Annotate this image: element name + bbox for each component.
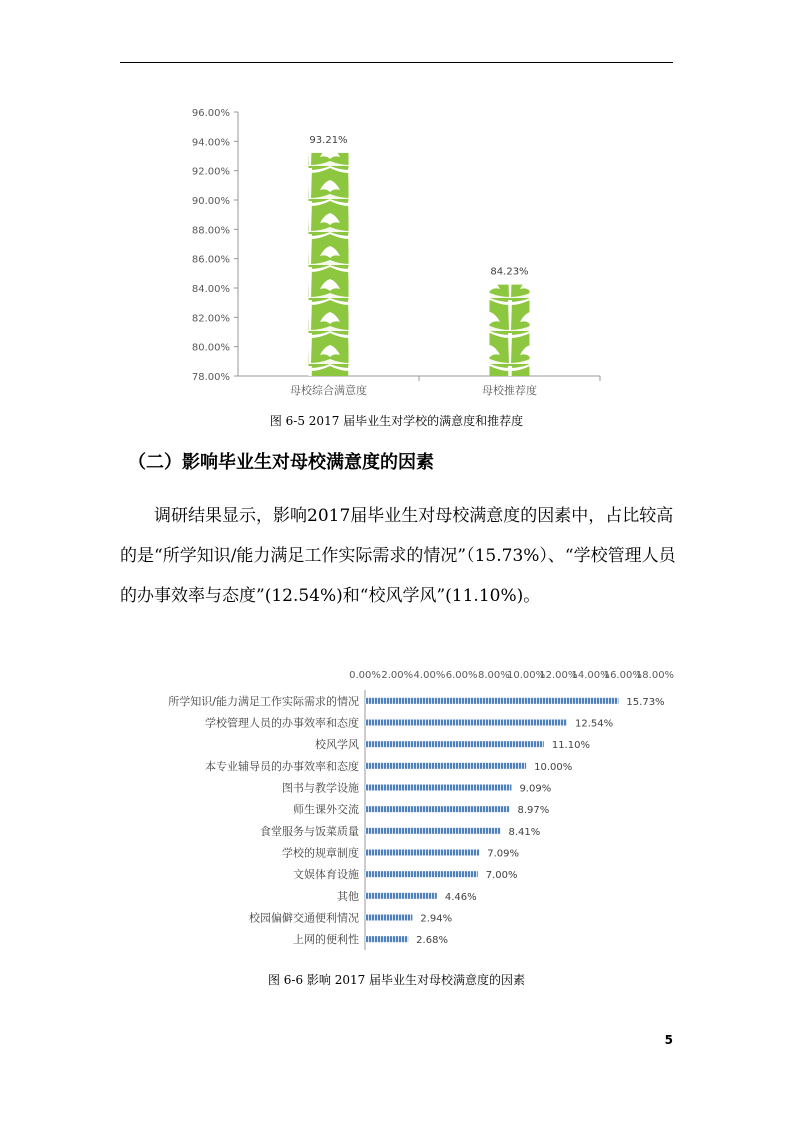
factors-bar-chart <box>120 665 680 955</box>
figure-caption-6-5: 图 6-5 2017 届毕业生对学校的满意度和推荐度 <box>269 414 524 428</box>
x-tick-label: 2.00% <box>381 670 414 681</box>
bar-data-label: 10.00% <box>534 761 573 773</box>
y-tick-label: 80.00% <box>191 342 230 354</box>
bar-data-label: 7.00% <box>485 870 518 882</box>
y-tick-label: 94.00% <box>191 137 230 149</box>
x-tick-label: 18.00% <box>635 670 675 681</box>
bar <box>365 741 544 747</box>
y-tick-label: 92.00% <box>191 166 230 178</box>
x-tick-label: 10.00% <box>507 670 546 681</box>
y-category-label: 食堂服务与饭菜质量 <box>260 824 359 838</box>
bar-data-label: 11.10% <box>551 740 590 752</box>
body-paragraph <box>120 496 680 616</box>
body-paragraph-text: 调研结果显示，影响2017届毕业生对母校满意度的因素中，占比较高的是“所学知识/能力满足工作实际需求的情况”（15.73%）、“学校管理人员的办事效率与态度”(12.54%)和“校风学风”(11.10%)。 <box>120 506 676 606</box>
bar <box>309 153 349 376</box>
bar-data-label: 15.73% <box>626 696 665 708</box>
y-tick-label: 86.00% <box>191 254 230 266</box>
bar-data-label: 2.94% <box>420 913 453 925</box>
y-category-label: 其他 <box>337 889 359 903</box>
x-tick-label: 4.00% <box>413 670 446 681</box>
satisfaction-bar-chart <box>170 100 610 400</box>
bar-data-label: 93.21% <box>309 134 348 146</box>
figure-caption-6-6: 图 6-6 影响 2017 届毕业生对母校满意度的因素 <box>267 973 526 987</box>
y-tick-label: 84.00% <box>191 284 230 295</box>
bar <box>365 806 510 812</box>
y-category-label: 师生课外交流 <box>293 803 359 817</box>
y-category-label: 文娱体育设施 <box>293 868 359 882</box>
y-category-label: 本专业辅导员的办事效率和态度 <box>205 759 359 773</box>
x-tick-label: 14.00% <box>571 670 610 681</box>
y-category-label: 校风学风 <box>315 738 359 752</box>
y-category-label: 学校的规章制度 <box>282 846 359 860</box>
bar <box>365 893 437 899</box>
y-tick-label: 96.00% <box>191 108 230 119</box>
x-tick-label: 6.00% <box>445 670 478 681</box>
y-tick-label: 88.00% <box>191 225 230 237</box>
x-tick-label: 12.00% <box>539 670 578 681</box>
x-tick-label: 8.00% <box>477 670 510 681</box>
y-category-label: 图书与教学设施 <box>282 781 359 795</box>
bar-data-label: 4.46% <box>444 891 477 903</box>
bar <box>365 828 500 834</box>
bar <box>365 871 478 877</box>
bar <box>365 763 526 769</box>
bar <box>365 936 408 942</box>
y-tick-label: 78.00% <box>191 372 230 383</box>
bar-data-label: 7.09% <box>487 848 520 860</box>
bar <box>365 785 511 791</box>
y-category-label: 学校管理人员的办事效率和态度 <box>205 716 359 730</box>
bar <box>490 285 530 376</box>
bar-data-label: 2.68% <box>416 935 448 947</box>
bar-data-label: 84.23% <box>490 266 529 278</box>
bar-data-label: 8.41% <box>508 826 541 838</box>
bar <box>365 720 567 726</box>
bar-data-label: 12.54% <box>575 718 614 730</box>
header-rule <box>120 62 673 63</box>
bar <box>365 915 412 921</box>
page-number: 5 <box>664 1033 673 1047</box>
y-category-label: 校园偏僻交通便利情况 <box>249 911 359 925</box>
y-category-label: 上网的便利性 <box>293 933 359 947</box>
section-heading: （二）影响毕业生对母校满意度的因素 <box>128 452 434 473</box>
y-tick-label: 90.00% <box>191 196 230 207</box>
y-category-label: 所学知识/能力满足工作实际需求的情况 <box>168 694 359 708</box>
bar <box>365 850 479 856</box>
bar-data-label: 8.97% <box>517 805 550 817</box>
bar-data-label: 9.09% <box>519 783 552 795</box>
x-category-label: 母校推荐度 <box>482 384 537 397</box>
x-category-label: 母校综合满意度 <box>290 384 367 397</box>
x-tick-label: 16.00% <box>603 670 642 681</box>
bar <box>365 698 618 704</box>
y-tick-label: 82.00% <box>191 313 230 325</box>
x-tick-label: 0.00% <box>349 670 381 681</box>
